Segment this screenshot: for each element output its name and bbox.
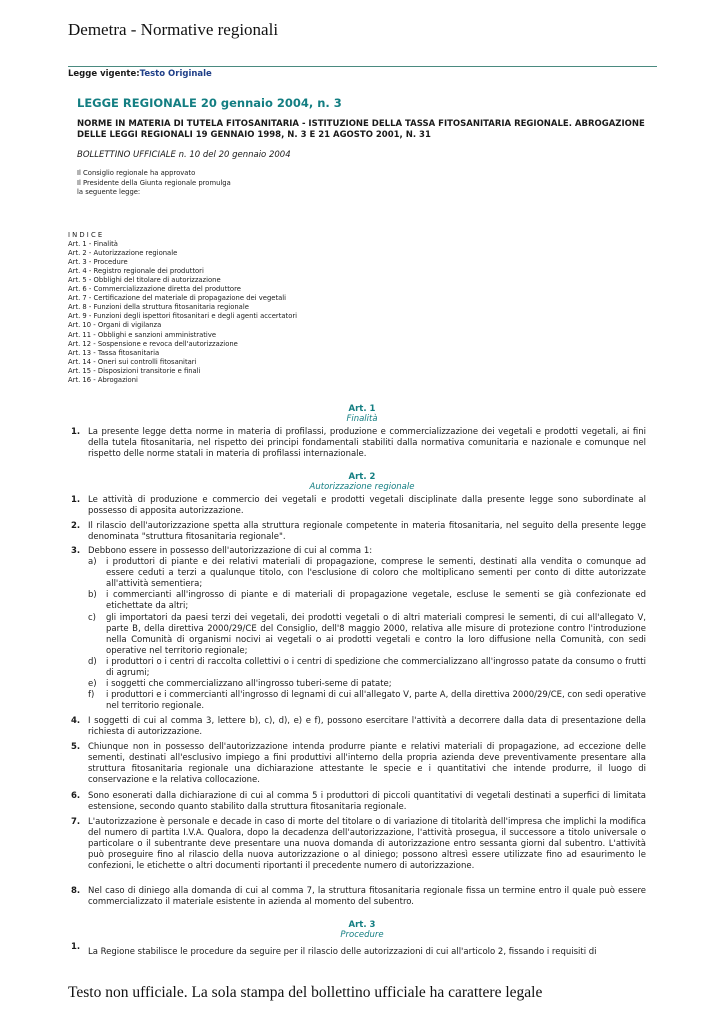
toc-title: I N D I C E xyxy=(68,231,103,239)
letter-item-c xyxy=(88,613,646,657)
toc-item[interactable]: Art. 8 - Funzioni della struttura fitosanitaria regionale xyxy=(68,303,249,312)
letter-label: f) xyxy=(88,690,95,701)
comma-number: 1. xyxy=(71,942,81,952)
article-name: Autorizzazione regionale xyxy=(309,482,415,492)
law-title: LEGGE REGIONALE 20 gennaio 2004, n. 3 xyxy=(77,96,342,110)
comma-text: Nel caso di diniego alla domanda di cui al comma 7, la struttura fitosanitaria regionale fissa un termine entro il quale può essere commercializzato il materiale esistente in azienda al momento del subentro. xyxy=(88,886,646,908)
article-number: Art. 2 xyxy=(348,472,376,482)
letter-item-e xyxy=(88,679,646,690)
comma-text: Il rilascio dell'autorizzazione spetta alla struttura regionale competente in materia fitosanitaria, nel seguito della presente legge denominata "struttura fitosanitaria regionale". xyxy=(88,521,646,543)
art2-comma-3 xyxy=(71,546,646,712)
letter-item-a xyxy=(88,557,646,590)
header-divider xyxy=(68,66,657,67)
vigente-label: Legge vigente: xyxy=(68,69,140,79)
testo-originale-link[interactable]: Testo Originale xyxy=(139,69,212,79)
comma-number: 4. xyxy=(71,716,81,726)
toc-item[interactable]: Art. 14 - Oneri sui controlli fitosanitari xyxy=(68,357,197,366)
toc-item[interactable]: Art. 2 - Autorizzazione regionale xyxy=(68,249,178,258)
toc-item[interactable]: Art. 10 - Organi di vigilanza xyxy=(68,321,162,330)
art2-comma-5 xyxy=(71,742,646,786)
art2-comma-7 xyxy=(71,817,646,872)
letter-label: a) xyxy=(88,557,97,568)
bollettino-reference: BOLLETTINO UFFICIALE n. 10 del 20 gennaio 2004 xyxy=(77,150,291,160)
letter-text: i commercianti all'ingrosso di piante e di materiali di propagazione vegetale, escluse le sementi se già confezionate ed etichettate da altri; xyxy=(106,590,646,612)
letter-label: d) xyxy=(88,656,97,667)
toc-item[interactable]: Art. 15 - Disposizioni transitorie e finali xyxy=(68,366,201,375)
art2-comma-4 xyxy=(71,716,646,738)
art2-comma-6 xyxy=(71,791,646,813)
toc-item[interactable]: Art. 3 - Procedure xyxy=(68,258,128,267)
article-2-heading xyxy=(0,472,724,493)
table-of-contents xyxy=(68,231,297,385)
toc-item[interactable]: Art. 5 - Obblighi del titolare di autorizzazione xyxy=(68,276,221,285)
comma-text: La presente legge detta norme in materia di profilassi, produzione e commercializzazione dei vegetali e prodotti vegetali, ai fini della tutela fitosanitaria, nel rispetto dei principi fondamentali stabiliti dalla normativa comunitaria e nazionale e comunque nel rispetto delle norme statali in materia di profilassi internazionale. xyxy=(88,427,646,460)
comma-text: La Regione stabilisce le procedure da seguire per il rilascio delle autorizzazioni di cui all'articolo 2, fissando i requisiti di xyxy=(88,947,597,957)
comma-number: 6. xyxy=(71,791,81,801)
letter-text: i produttori di piante e dei relativi materiali di propagazione, comprese le sementi, destinati alla vendita o comunque ad essere ceduti a terzi a qualunque titolo, con l'esclusione di coloro che moltiplicano sementi per conto di ditte autorizzate all'attività sementiera; xyxy=(106,557,646,590)
toc-item[interactable]: Art. 6 - Commercializzazione diretta del produttore xyxy=(68,285,241,294)
article-name: Procedure xyxy=(340,930,384,940)
toc-item[interactable]: Art. 7 - Certificazione del materiale di propagazione dei vegetali xyxy=(68,294,287,303)
preamble-line: Il Presidente della Giunta regionale promulga xyxy=(77,178,231,187)
toc-item[interactable]: Art. 12 - Sospensione e revoca dell'autorizzazione xyxy=(68,339,238,348)
comma-text: Sono esonerati dalla dichiarazione di cui al comma 5 i produttori di piccoli quantitativi di vegetali destinati a superfici di limitata estensione, secondo quanto stabilito dalla struttura fitosanitaria regionale. xyxy=(88,791,646,813)
article-number: Art. 3 xyxy=(348,920,376,930)
article-3-heading xyxy=(0,920,724,941)
letter-label: e) xyxy=(88,679,97,690)
comma-number: 1. xyxy=(71,427,81,437)
comma-number: 8. xyxy=(71,886,81,896)
comma-text: Chiunque non in possesso dell'autorizzazione intenda produrre piante e relativi materiali di propagazione, ad eccezione delle sementi, destinati all'esclusivo impiego a fini produttivi all'interno della propria azienda deve preventivamente presentare alla struttura fitosanitaria regionale una dichiarazione attestante le specie e i quantitativi che intende produrre, il luogo di conservazione e la relativa collocazione. xyxy=(88,742,646,786)
law-subject: NORME IN MATERIA DI TUTELA FITOSANITARIA - ISTITUZIONE DELLA TASSA FITOSANITARIA REGIONALE. ABROGAZIONE DELLE LEGGI REGIONALI 19 GENNAIO 1998, N. 3 E 21 AGOSTO 2001, N. 31 xyxy=(77,119,645,140)
letter-text: i produttori e i commercianti all'ingrosso di legnami di cui all'allegato V, parte A, della direttiva 2000/29/CE, con sedi operative nel territorio regionale. xyxy=(106,690,646,712)
toc-item[interactable]: Art. 16 - Abrogazioni xyxy=(68,375,138,384)
comma-text: L'autorizzazione è personale e decade in caso di morte del titolare o di variazione di titolarità dell'impresa che implichi la modifica del numero di partita I.V.A. Qualora, dopo la decadenza dell'autorizzazione, l'attività prosegua, il successore a titolo universale o particolare o il subentrante deve presentare una nuova domanda di autorizzazione entro sessanta giorni dal subentro. L'attività può proseguire fino al rilascio della nuova autorizzazione o al diniego; possono altresì essere utilizzate fino ad esaurimento le confezioni, le etichette o altri documenti riportanti il precedente numero di autorizzazione. xyxy=(88,817,646,872)
comma-text: Debbono essere in possesso dell'autorizzazione di cui al comma 1: xyxy=(88,546,373,556)
comma-number: 3. xyxy=(71,546,81,556)
letter-label: b) xyxy=(88,590,97,601)
preamble xyxy=(77,169,231,198)
article-1-heading xyxy=(0,404,724,425)
art3-comma-1 xyxy=(71,942,646,959)
toc-item[interactable]: Art. 13 - Tassa fitosanitaria xyxy=(68,348,160,357)
comma-number: 2. xyxy=(71,521,81,531)
article-number: Art. 1 xyxy=(348,404,376,414)
letter-text: i soggetti che commercializzano all'ingrosso tuberi-seme di patate; xyxy=(106,679,392,690)
comma-text: Le attività di produzione e commercio dei vegetali e prodotti vegetali disciplinate dalla presente legge sono subordinate al possesso di apposita autorizzazione. xyxy=(88,495,646,517)
letter-item-f xyxy=(88,690,646,712)
art2-comma-1 xyxy=(71,495,646,517)
art2-comma-8 xyxy=(71,886,646,908)
preamble-line: Il Consiglio regionale ha approvato xyxy=(77,169,196,177)
legge-vigente xyxy=(68,69,212,79)
comma-number: 1. xyxy=(71,495,81,505)
toc-item[interactable]: Art. 11 - Obblighi e sanzioni amministrative xyxy=(68,330,217,339)
toc-item[interactable]: Art. 9 - Funzioni degli ispettori fitosanitari e degli agenti accertatori xyxy=(68,312,298,321)
toc-item[interactable]: Art. 1 - Finalità xyxy=(68,240,118,249)
comma-text: I soggetti di cui al comma 3, lettere b), c), d), e) e f), possono esercitare l'attività a decorrere dalla data di presentazione della richiesta di autorizzazione. xyxy=(88,716,646,738)
comma-number: 5. xyxy=(71,742,81,752)
toc-item[interactable]: Art. 4 - Registro regionale dei produttori xyxy=(68,267,204,276)
page-header-title: Demetra - Normative regionali xyxy=(68,20,279,39)
art1-comma-1 xyxy=(71,427,646,460)
letter-item-d xyxy=(88,657,646,679)
page-footer: Testo non ufficiale. La sola stampa del bollettino ufficiale ha carattere legale xyxy=(68,984,543,1001)
art2-comma-2 xyxy=(71,521,646,543)
letter-item-b xyxy=(88,590,646,612)
letter-text: i produttori o i centri di raccolta collettivi o i centri di spedizione che commercializzano all'ingrosso patate da consumo o frutti di agrumi; xyxy=(106,656,646,679)
letter-text: gli importatori da paesi terzi dei vegetali, dei prodotti vegetali o di altri materiali compresi le sementi, di cui all'allegato V, parte B, della direttiva 2000/29/CE del Consiglio, dell'8 maggio 2000, relativa alle misure di protezione contro l'introduzione nella Comunità di organismi nocivi ai vegetali o ai prodotti vegetali e contro la loro diffusione nella Comunità, con sedi operative nel territorio regionale; xyxy=(106,612,646,656)
article-name: Finalità xyxy=(346,414,378,424)
preamble-line: la seguente legge: xyxy=(77,188,141,196)
comma-number: 7. xyxy=(71,817,81,827)
letter-label: c) xyxy=(88,612,96,623)
